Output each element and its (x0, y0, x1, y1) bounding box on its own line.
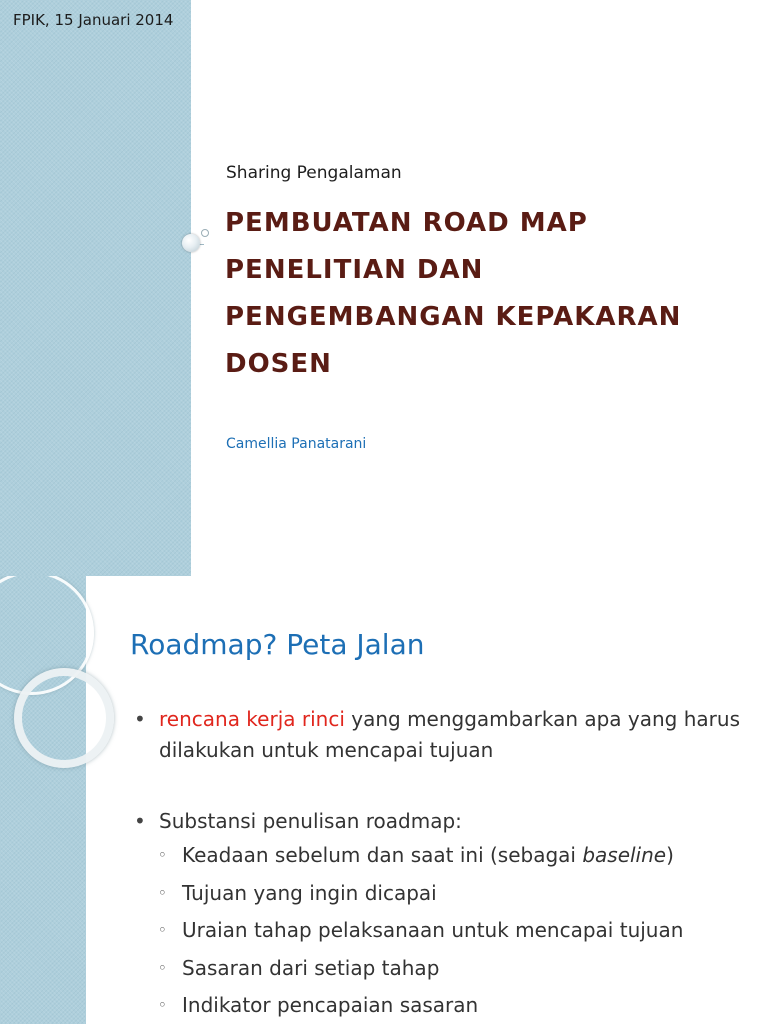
small-circle-icon (201, 229, 209, 237)
slide-heading: Roadmap? Peta Jalan (130, 628, 425, 661)
sub-bullet-text: Tujuan yang ingin dicapai (182, 880, 437, 905)
italic-term: baseline (582, 843, 667, 867)
sub-bullet-text: Sasaran dari setiap tahap (182, 955, 440, 980)
sub-bullet-item (134, 950, 754, 988)
sub-bullet-item (134, 987, 754, 1024)
author-name: Camellia Panatarani (226, 436, 367, 452)
bullet-item (134, 806, 754, 837)
sub-bullet-text: Uraian tahap pelaksanaan untuk mencapai tujuan (182, 918, 684, 942)
slide-date: FPIK, 15 Januari 2014 (13, 11, 174, 29)
title-line: DOSEN (225, 349, 332, 379)
decorative-circle-icon (182, 234, 200, 252)
bullet-item (134, 704, 754, 766)
slide-title (225, 200, 745, 388)
highlight-text: rencana kerja rinci (159, 707, 345, 731)
slide-subtitle: Sharing Pengalaman (226, 163, 402, 183)
title-line: PENGEMBANGAN KEPAKARAN (225, 302, 682, 332)
sub-bullet-text: ) (666, 843, 674, 867)
decorative-side-panel (0, 576, 86, 1024)
title-line: PEMBUATAN ROAD MAP (225, 208, 588, 238)
list-spacer (134, 766, 754, 806)
sub-bullet-item (134, 912, 754, 950)
decorative-side-panel (0, 0, 191, 576)
sub-bullet-item (134, 875, 754, 913)
title-line: PENELITIAN DAN (225, 255, 484, 285)
sub-bullet-item (134, 837, 754, 875)
bullet-list (134, 704, 754, 1024)
content-slide (0, 576, 768, 1024)
bullet-text: Substansi penulisan roadmap: (159, 809, 462, 833)
decorative-ring-icon (14, 668, 114, 768)
sub-bullet-text: Indikator pencapaian sasaran (182, 993, 479, 1017)
bullet-text: yang menggambarkan apa yang harus dilakukan untuk mencapai tujuan (159, 707, 740, 762)
sub-bullet-text: Keadaan sebelum dan saat ini (sebagai (182, 843, 583, 867)
